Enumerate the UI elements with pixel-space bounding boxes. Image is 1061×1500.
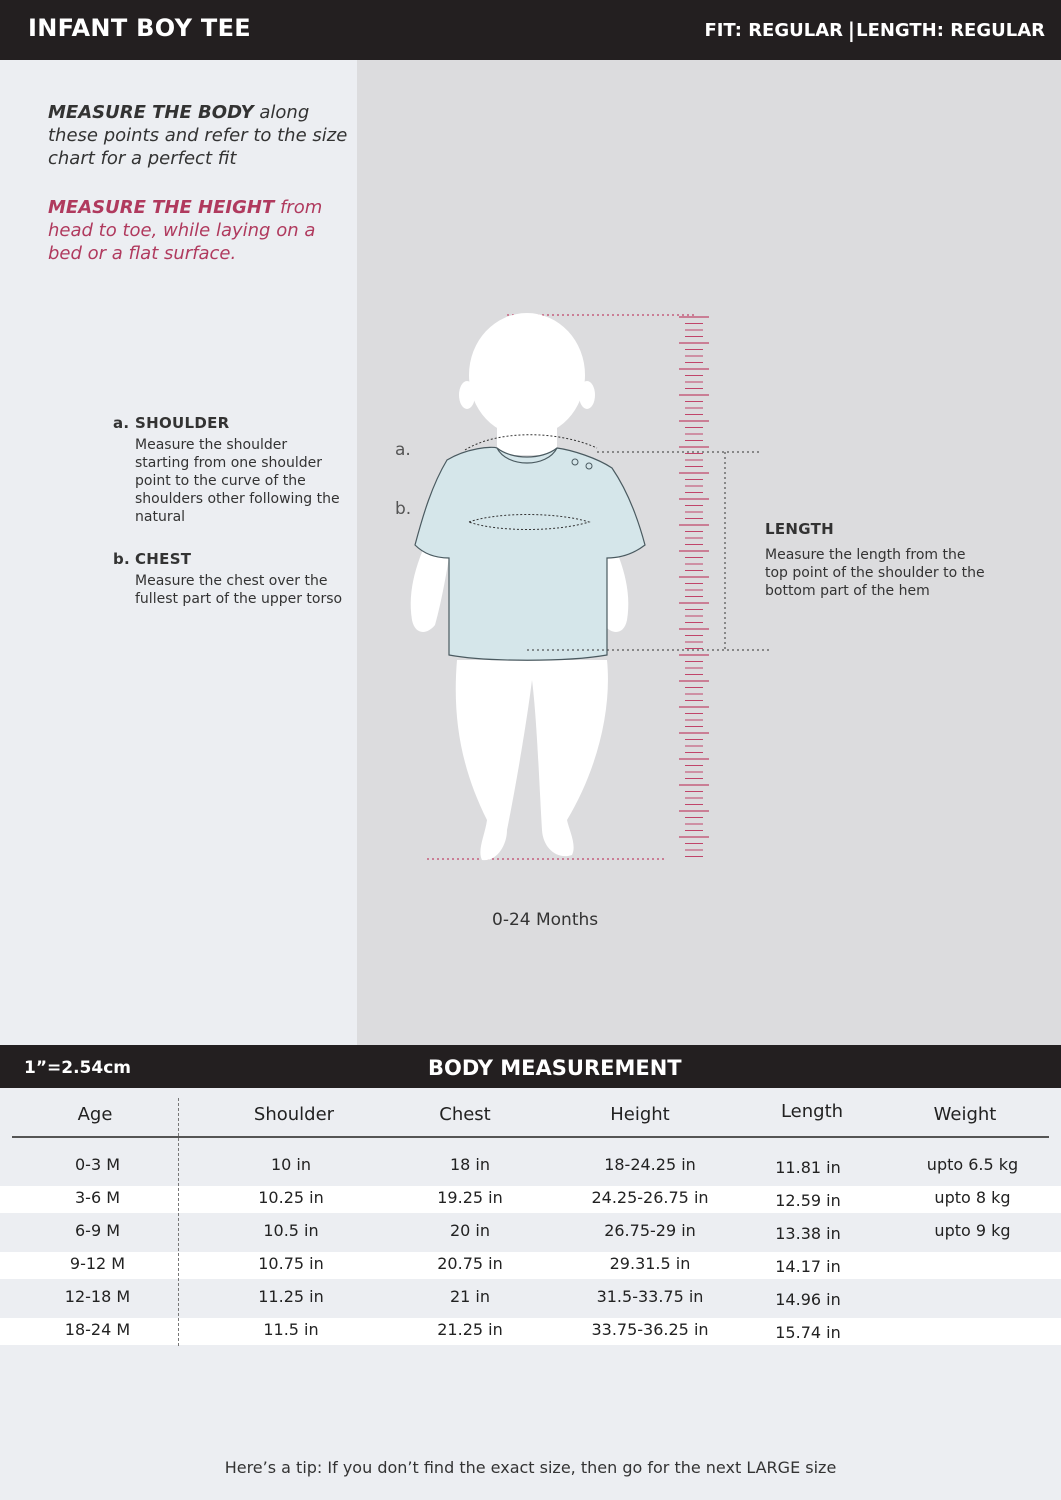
table-cell: 18-24.25 in [604,1155,696,1174]
col-chest: Chest [439,1104,491,1125]
table-cell: 29.31.5 in [609,1254,691,1273]
table-row [0,1186,1061,1213]
size-tip: Here’s a tip: If you don’t find the exact size, then go for the next LARGE size [224,1458,837,1477]
col-age: Age [77,1104,113,1125]
chest-title: CHEST [135,550,192,568]
table-cell: 9-12 M [69,1254,126,1273]
table-cell: upto 6.5 kg [926,1155,1019,1174]
table-row [0,1219,1061,1246]
fit-label: FIT: REGULAR [704,20,843,41]
table-cell: 10.75 in [258,1254,324,1273]
label-b: b. [395,499,412,519]
table-cell: 14.96 in [775,1290,841,1309]
table-cell: 12.59 in [775,1191,841,1210]
table-row [0,1318,1061,1345]
col-length: Length [780,1101,844,1122]
measure-body-note [48,101,348,170]
table-cell: 10.5 in [263,1221,319,1240]
table-cell: 31.5-33.75 in [596,1287,704,1306]
col-height: Height [610,1104,670,1125]
table-cell: 11.81 in [775,1158,841,1177]
table-cell: 13.38 in [775,1224,841,1243]
header-bar [0,0,1061,60]
table-cell: 21 in [449,1287,491,1306]
table-cell: 15.74 in [775,1323,841,1342]
table-cell: upto 8 kg [934,1188,1011,1207]
table-row [0,1285,1061,1312]
table-cell: 18 in [449,1155,491,1174]
table-cell: 19.25 in [437,1188,503,1207]
baby-figure-illustration [357,300,1061,900]
body-measurement-title: BODY MEASUREMENT [428,1056,682,1080]
table-row [0,1252,1061,1279]
measure-body-strong: MEASURE THE BODY [48,102,254,123]
table-cell: 24.25-26.75 in [591,1188,709,1207]
chest-letter: b. [113,550,131,568]
table-cell: 20.75 in [437,1254,503,1273]
table-cell: 18-24 M [64,1320,131,1339]
measure-body-rest: along these points and refer to the size chart for a perfect fit [48,102,348,169]
shoulder-definition [113,414,343,526]
table-cell: 14.17 in [775,1257,841,1276]
measure-height-rest: from head to toe, while laying on a bed or a flat surface. [48,197,323,264]
table-cell: 0-3 M [74,1155,121,1174]
table-cell: upto 9 kg [934,1221,1011,1240]
table-cell: 26.75-29 in [604,1221,696,1240]
table-header-rule [12,1136,1049,1138]
body-measurement-bar [0,1045,1061,1088]
measure-height-note [48,196,348,265]
shoulder-letter: a. [113,414,130,432]
table-cell: 33.75-36.25 in [591,1320,709,1339]
length-title: LENGTH [765,520,834,538]
conversion-note: 1”=2.54cm [24,1058,131,1078]
height-ruler [679,317,709,857]
product-title: INFANT BOY TEE [28,14,251,42]
col-weight: Weight [933,1104,997,1125]
label-a: a. [395,440,411,460]
header-separator: | [847,18,855,42]
age-column-divider [178,1098,179,1346]
table-cell: 12-18 M [64,1287,131,1306]
table-cell: 10 in [270,1155,312,1174]
measure-height-strong: MEASURE THE HEIGHT [48,197,275,218]
table-cell: 10.25 in [258,1188,324,1207]
age-caption: 0-24 Months [492,910,599,930]
table-cell: 21.25 in [437,1320,503,1339]
table-cell: 11.5 in [263,1320,319,1339]
chest-text: Measure the chest over the fullest part of the upper torso [135,573,343,607]
shoulder-title: SHOULDER [135,414,230,432]
shoulder-text: Measure the shoulder starting from one shoulder point to the curve of the shoulders other following the natural [135,437,340,525]
length-label: LENGTH: REGULAR [856,20,1045,41]
table-cell: 6-9 M [74,1221,121,1240]
table-cell: 20 in [449,1221,491,1240]
length-text: Measure the length from the top point of the shoulder to the bottom part of the hem [765,547,985,599]
table-row [0,1153,1061,1180]
chest-definition [113,550,343,608]
head-shape [469,313,585,437]
table-cell: 3-6 M [74,1188,121,1207]
legs-shape [456,660,608,860]
col-shoulder: Shoulder [253,1104,335,1125]
table-cell: 11.25 in [258,1287,324,1306]
length-definition [765,520,985,600]
